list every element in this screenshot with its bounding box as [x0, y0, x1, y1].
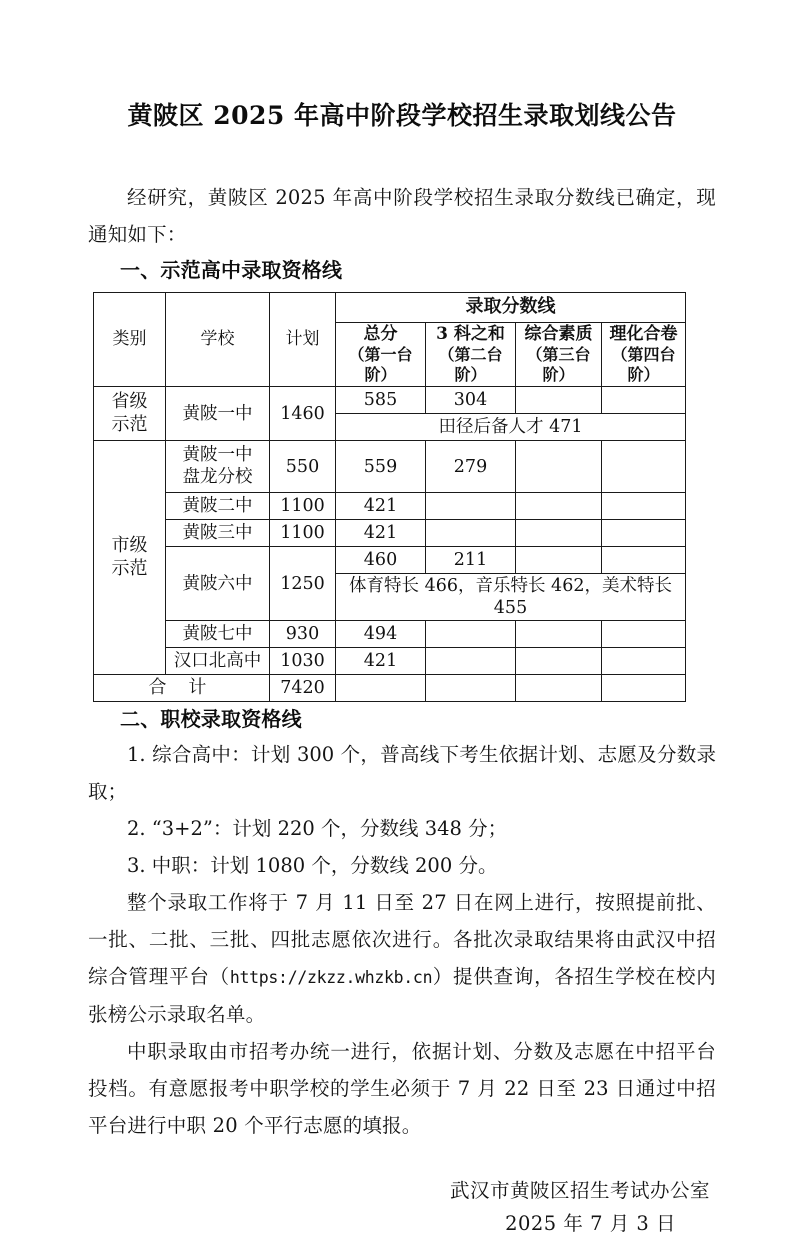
cell-three-subjects — [426, 648, 516, 675]
category-line-1: 市级 — [111, 535, 148, 557]
table-row — [94, 387, 686, 414]
cell-category-provincial — [94, 387, 166, 441]
admission-score-table — [93, 292, 686, 703]
score-table-container — [93, 292, 685, 703]
cell-plan: 1250 — [270, 547, 336, 621]
table-body — [94, 387, 686, 702]
cell-three-subjects — [426, 520, 516, 547]
category-line-2: 示范 — [111, 413, 148, 435]
cell-comprehensive — [516, 547, 602, 574]
column-header-three-subjects-stage: （第二台阶） — [438, 344, 503, 385]
table-row — [94, 520, 686, 547]
cell-plan: 550 — [270, 441, 336, 493]
table-row — [94, 493, 686, 520]
column-header-plan: 计划 — [270, 292, 336, 387]
cell-total-score: 460 — [336, 547, 426, 574]
cell-school-name: 黄陂七中 — [166, 621, 270, 648]
cell-total-score: 585 — [336, 387, 426, 414]
admission-timeline-text-part2: ）提供查询，各招生学校在校内张榜公示录取名单。 — [88, 965, 716, 1027]
vocational-item-comprehensive-high: 1. 综合高中：计划 300 个，普高线下考生依据计划、志愿及分数录取； — [88, 743, 716, 804]
cell-category-municipal — [94, 441, 166, 675]
cell-total-plan: 7420 — [270, 675, 336, 702]
column-header-total-score-label: 总分 — [363, 323, 398, 344]
column-header-total-score-stage: （第一台阶） — [348, 344, 413, 385]
cell-comprehensive — [516, 441, 602, 493]
cell-phys-chem — [602, 520, 686, 547]
page-title: 黄陂区 2025 年高中阶段学校招生录取划线公告 — [127, 101, 677, 130]
cell-school-name: 黄陂二中 — [166, 493, 270, 520]
admission-timeline-text-part1: 整个录取工作将于 7 月 11 日至 27 日在网上进行，按照提前批、一批、二批、三批、四批志愿依次进行。各批次录取结果将由武汉中招综合管理平台（ — [88, 891, 716, 989]
cell-school-name — [166, 441, 270, 493]
cell-total-score: 421 — [336, 648, 426, 675]
column-header-phys-chem — [602, 322, 686, 387]
cell-plan: 1460 — [270, 387, 336, 441]
cell-phys-chem — [602, 547, 686, 574]
cell-comprehensive — [516, 493, 602, 520]
admission-platform-url[interactable]: https://zkzz.whzkb.cn — [229, 968, 433, 988]
cell-plan: 1030 — [270, 648, 336, 675]
table-total-row — [94, 675, 686, 702]
column-header-phys-chem-stage: （第四台阶） — [611, 344, 676, 385]
cell-plan: 930 — [270, 621, 336, 648]
issuing-office: 武汉市黄陂区招生考试办公室 — [449, 1179, 710, 1203]
cell-three-subjects: 304 — [426, 387, 516, 414]
cell-phys-chem — [602, 493, 686, 520]
table-row — [94, 621, 686, 648]
cell-phys-chem — [602, 387, 686, 414]
cell-comprehensive — [516, 387, 602, 414]
signature-block — [88, 1174, 716, 1240]
cell-three-subjects — [426, 493, 516, 520]
cell-comprehensive — [516, 621, 602, 648]
column-header-comprehensive — [516, 322, 602, 387]
vocational-admission-paragraph: 中职录取由市招考办统一进行，依据计划、分数及志愿在中招平台投档。有意愿报考中职学校的学生必须于 7 月 22 日至 23 日通过中招平台进行中职 20 个平行志愿的填报。 — [88, 1040, 716, 1138]
cell-comprehensive — [516, 520, 602, 547]
vocational-item-3plus2: 2. “3+2”：计划 220 个，分数线 348 分； — [127, 817, 508, 841]
intro-paragraph: 经研究，黄陂区 2025 年高中阶段学校招生录取分数线已确定，现通知如下： — [88, 185, 716, 246]
cell-total-comprehensive — [516, 675, 602, 702]
cell-total-score: 421 — [336, 520, 426, 547]
column-header-category: 类别 — [94, 292, 166, 387]
cell-total-score: 494 — [336, 621, 426, 648]
cell-total-score: 421 — [336, 493, 426, 520]
cell-school-name: 黄陂六中 — [166, 547, 270, 621]
cell-special-note: 体育特长 466，音乐特长 462，美术特长 455 — [336, 574, 686, 621]
cell-phys-chem — [602, 441, 686, 493]
column-header-comprehensive-label: 综合素质 — [524, 323, 593, 344]
school-name-line-1: 黄陂一中 — [182, 445, 253, 466]
cell-school-name: 黄陂三中 — [166, 520, 270, 547]
table-header-row-group — [94, 292, 686, 322]
cell-phys-chem — [602, 648, 686, 675]
cell-total-score — [336, 675, 426, 702]
section-one-heading: 一、示范高中录取资格线 — [120, 257, 343, 282]
cell-school-name: 汉口北高中 — [166, 648, 270, 675]
cell-school-name: 黄陂一中 — [166, 387, 270, 441]
column-header-three-subjects-label: 3 科之和 — [436, 323, 505, 344]
cell-total-label: 合 计 — [94, 675, 270, 702]
table-header — [94, 292, 686, 387]
column-header-total-score — [336, 322, 426, 387]
cell-three-subjects: 211 — [426, 547, 516, 574]
cell-special-note: 田径后备人才 471 — [336, 414, 686, 441]
column-header-three-subjects — [426, 322, 516, 387]
issue-date: 2025 年 7 月 3 日 — [505, 1212, 676, 1236]
column-header-school: 学校 — [166, 292, 270, 387]
cell-total-three-subjects — [426, 675, 516, 702]
cell-three-subjects: 279 — [426, 441, 516, 493]
section-two-heading: 二、职校录取资格线 — [120, 707, 302, 732]
category-line-2: 示范 — [111, 557, 148, 579]
document-content — [88, 0, 716, 1240]
table-row — [94, 547, 686, 574]
cell-comprehensive — [516, 648, 602, 675]
cell-total-score: 559 — [336, 441, 426, 493]
table-row — [94, 441, 686, 493]
cell-total-phys-chem — [602, 675, 686, 702]
cell-phys-chem — [602, 621, 686, 648]
column-header-phys-chem-label: 理化合卷 — [609, 323, 678, 344]
column-header-score-group: 录取分数线 — [336, 292, 686, 322]
cell-three-subjects — [426, 621, 516, 648]
admission-timeline-paragraph — [88, 884, 716, 1033]
vocational-item-secondary-vocational: 3. 中职：计划 1080 个，分数线 200 分。 — [127, 854, 498, 878]
column-header-comprehensive-stage: （第三台阶） — [526, 344, 591, 385]
school-name-line-2: 盘龙分校 — [182, 466, 253, 487]
category-line-1: 省级 — [111, 391, 148, 413]
cell-plan: 1100 — [270, 493, 336, 520]
table-row — [94, 648, 686, 675]
cell-plan: 1100 — [270, 520, 336, 547]
